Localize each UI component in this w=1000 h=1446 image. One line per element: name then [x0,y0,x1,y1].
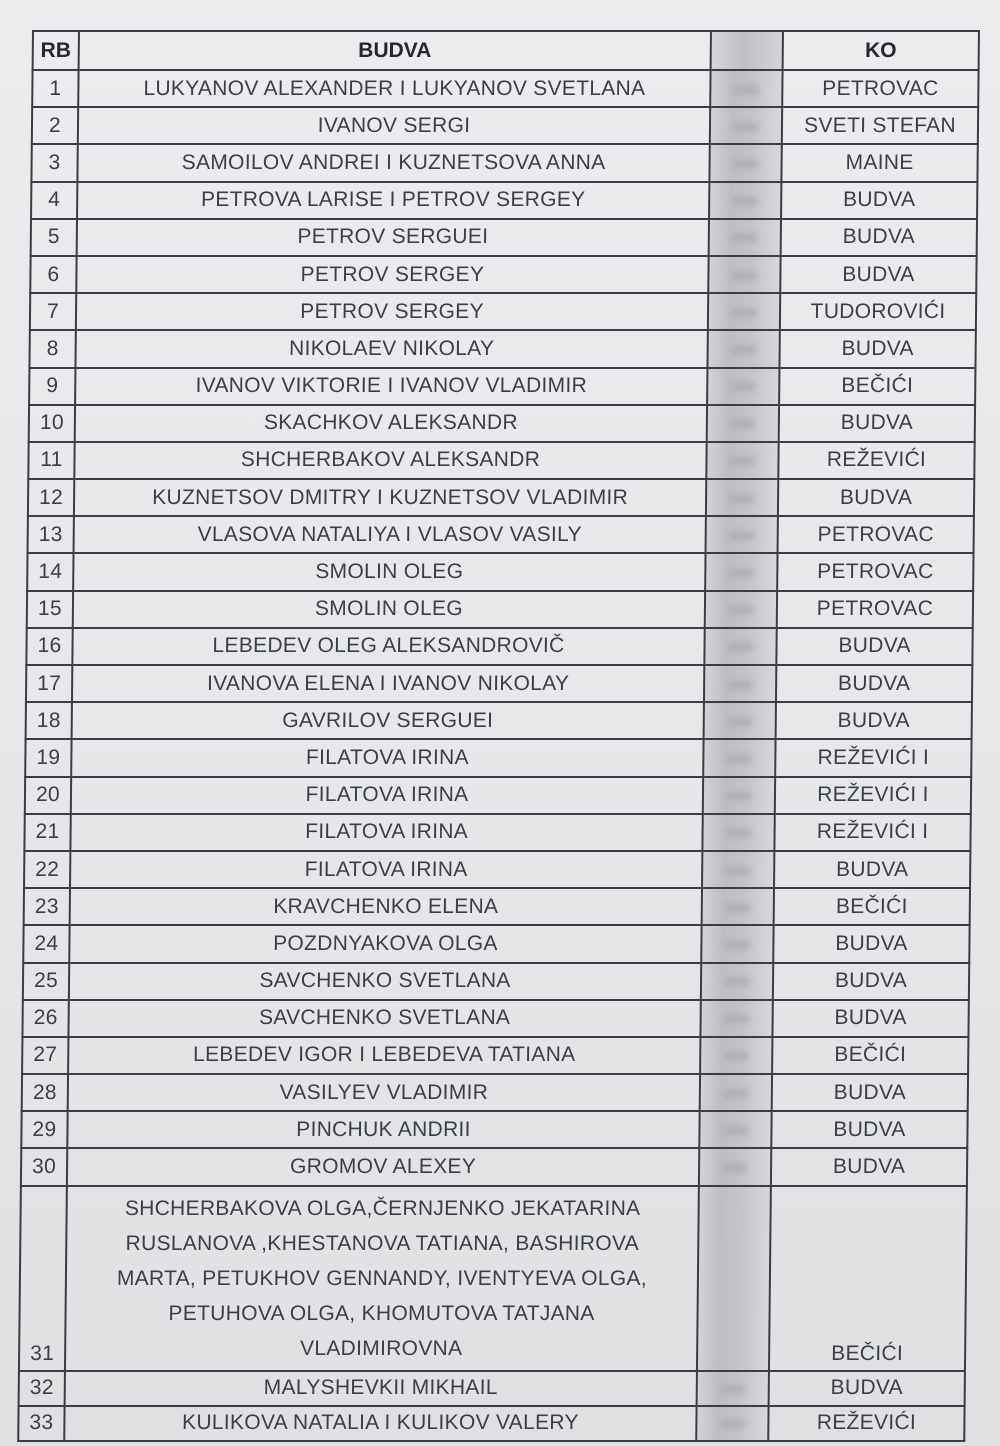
row-number: 30 [21,1148,67,1185]
owner-name-line: RUSLANOVA ,KHESTANOVA TATIANA, BASHIROVA [125,1231,640,1255]
row-number: 6 [30,256,76,293]
row-number: 25 [23,963,69,1000]
blurred-value [733,122,759,132]
cadastral-municipality: BUDVA [776,628,972,665]
blurred-value [722,1126,748,1136]
blurred-value [731,308,757,318]
owner-name-line: VLADIMIROVNA [299,1336,463,1360]
redacted-cell [702,851,774,888]
row-number: 27 [22,1037,68,1074]
table-row [29,368,975,405]
cadastral-municipality: PETROVAC [782,70,978,107]
redacted-cell [707,405,779,442]
redacted-cell [701,963,773,1000]
owner-name: LUKYANOV ALEXANDER I LUKYANOV SVETLANA [78,70,710,107]
cadastral-municipality: PETROVAC [777,591,973,628]
table-row [28,442,974,479]
table-row [24,888,970,925]
table-row [30,256,976,293]
owner-name: SHCHERBAKOV ALEKSANDR [74,442,706,479]
header-budva: BUDVA [79,31,711,70]
redacted-cell [703,777,775,814]
cadastral-municipality: REŽEVIĆI I [775,777,971,814]
redacted-cell [708,256,780,293]
cadastral-municipality: BUDVA [769,1371,965,1406]
table-row [31,182,977,219]
table-row-multi [19,1186,967,1371]
redacted-cell [700,1074,772,1111]
row-number: 5 [31,219,77,256]
row-number: 24 [23,925,69,962]
redacted-cell [705,553,777,590]
blurred-value [725,866,751,876]
blurred-value [722,1163,748,1173]
row-number: 21 [24,814,70,851]
cadastral-municipality: MAINE [781,144,977,181]
cadastral-municipality: PETROVAC [777,553,973,590]
row-number: 1 [32,70,78,107]
redacted-cell [697,1371,769,1406]
ownership-table [17,30,980,1442]
owner-name: SMOLIN OLEG [73,553,705,590]
row-number: 12 [28,479,74,516]
table-row [26,665,972,702]
owner-name: NIKOLAEV NIKOLAY [75,330,707,367]
row-number: 11 [28,442,74,479]
cadastral-municipality: BUDVA [781,219,977,256]
owner-name: POZDNYAKOVA OLGA [69,925,701,962]
owner-name: SAVCHENKO SVETLANA [69,963,701,1000]
owner-name: PETROVA LARISE I PETROV SERGEY [77,182,709,219]
cadastral-municipality: BUDVA [771,1111,967,1148]
owner-name: SAMOILOV ANDREI I KUZNETSOVA ANNA [77,144,709,181]
redacted-cell [707,368,779,405]
owner-name-line: MARTA, PETUKHOV GENNANDY, IVENTYEVA OLGA, [116,1266,648,1290]
blurred-value [726,828,752,838]
cadastral-municipality: BUDVA [779,405,975,442]
blurred-value [731,271,757,281]
blurred-value [727,642,753,652]
owner-name: FILATOVA IRINA [71,777,703,814]
header-ko: KO [783,31,979,70]
blurred-value [726,754,752,764]
blurred-value [727,717,753,727]
blurred-value [733,85,759,95]
table-row [30,293,976,330]
row-number: 9 [29,368,75,405]
owner-name: PETROV SERGUEI [77,219,709,256]
table-row [32,70,978,107]
row-number: 17 [26,665,72,702]
table-row [27,591,973,628]
redacted-cell [706,442,778,479]
blurred-value [729,494,755,504]
cadastral-municipality: REŽEVIĆI [778,442,974,479]
cadastral-municipality: BUDVA [771,1148,967,1185]
redacted-cell [699,1111,771,1148]
cadastral-municipality: SVETI STEFAN [782,107,978,144]
row-number: 23 [24,888,70,925]
cadastral-municipality: TUDOROVIĆI [780,293,976,330]
owner-name: VLASOVA NATALIYA I VLASOV VASILY [74,516,706,553]
row-number: 13 [28,516,74,553]
cadastral-municipality: BUDVA [772,1074,968,1111]
owner-name: SAVCHENKO SVETLANA [68,1000,700,1037]
owner-name: IVANOV SERGI [78,107,710,144]
redacted-cell [706,479,778,516]
table-row [31,219,977,256]
header-rb: RB [33,31,79,70]
cadastral-municipality: REŽEVIĆI [768,1406,964,1441]
blurred-value [724,940,750,950]
redacted-cell [704,628,776,665]
row-number: 22 [24,851,70,888]
row-number: 33 [18,1406,64,1441]
row-number: 15 [27,591,73,628]
owner-name: SKACHKOV ALEKSANDR [75,405,707,442]
owner-name: FILATOVA IRINA [70,814,702,851]
blurred-value [730,419,756,429]
cadastral-municipality: BUDVA [778,479,974,516]
table-row [29,405,975,442]
cadastral-municipality: BUDVA [780,256,976,293]
cadastral-municipality: BUDVA [774,851,970,888]
redacted-cell [697,1186,771,1371]
cadastral-municipality: BUDVA [773,963,969,1000]
cadastral-municipality: BUDVA [773,925,969,962]
row-number: 20 [25,777,71,814]
blurred-value [724,977,750,987]
owner-name: MALYSHEVKII MIKHAIL [65,1371,697,1406]
redacted-cell [702,814,774,851]
redacted-cell [700,1037,772,1074]
redacted-cell [706,516,778,553]
owner-name: LEBEDEV IGOR I LEBEDEVA TATIANA [68,1037,700,1074]
redacted-cell [708,293,780,330]
row-number: 3 [31,144,77,181]
table-row [32,107,978,144]
redacted-cell [699,1148,771,1185]
redacted-cell [703,739,775,776]
blurred-value [723,1051,749,1061]
owner-name: PINCHUK ANDRII [67,1111,699,1148]
row-number: 4 [31,182,77,219]
owner-name: KUZNETSOV DMITRY I KUZNETSOV VLADIMIR [74,479,706,516]
row-number: 31 [19,1186,67,1371]
row-number: 32 [19,1371,65,1406]
table-row [25,739,971,776]
blurred-value [728,568,754,578]
owner-name: PETROV SERGEY [76,293,708,330]
blurred-value [726,791,752,801]
cadastral-municipality: REŽEVIĆI I [775,739,971,776]
row-number: 10 [29,405,75,442]
blurred-value [728,605,754,615]
row-number: 14 [27,553,73,590]
table-row [22,1037,968,1074]
row-number: 19 [25,739,71,776]
table-row [24,851,970,888]
owner-name: GAVRILOV SERGUEI [72,702,704,739]
owner-name: KRAVCHENKO ELENA [70,888,702,925]
row-number: 29 [21,1111,67,1148]
redacted-column-header [711,31,783,70]
table-row [26,628,972,665]
blurred-value [732,196,758,206]
table-row [29,330,975,367]
table-row [27,553,973,590]
owner-name: IVANOVA ELENA I IVANOV NIKOLAY [72,665,704,702]
table-row [23,925,969,962]
redacted-cell [709,219,781,256]
table-body [18,70,978,1441]
redacted-cell [705,591,777,628]
blurred-value [724,1014,750,1024]
table-row [22,1000,968,1037]
redacted-cell [704,702,776,739]
row-number: 16 [26,628,72,665]
table-row [31,144,977,181]
redacted-cell [700,1000,772,1037]
row-number: 18 [26,702,72,739]
row-number: 8 [29,330,75,367]
cadastral-municipality: BUDVA [772,1000,968,1037]
row-number: 7 [30,293,76,330]
owner-name: KULIKOVA NATALIA I KULIKOV VALERY [64,1406,696,1441]
redacted-cell [710,70,782,107]
redacted-cell [707,330,779,367]
cadastral-municipality: REŽEVIĆI I [774,814,970,851]
table-row [24,814,970,851]
table-row [28,516,974,553]
redacted-cell [709,144,781,181]
redacted-cell [702,888,774,925]
owner-names-multi [65,1186,699,1371]
table-row [21,1148,967,1185]
blurred-value [729,456,755,466]
redacted-cell [710,107,782,144]
blurred-value [733,159,759,169]
row-number: 26 [22,1000,68,1037]
blurred-value [719,1419,745,1429]
redacted-cell [704,665,776,702]
blurred-value [723,1089,749,1099]
blurred-value [729,531,755,541]
table-row [23,963,969,1000]
cadastral-municipality: BUDVA [779,330,975,367]
blurred-value [731,345,757,355]
blurred-value [720,1384,746,1394]
cadastral-municipality: BUDVA [781,182,977,219]
owner-name: FILATOVA IRINA [71,739,703,776]
row-number: 28 [22,1074,68,1111]
redacted-cell [701,925,773,962]
blurred-value [730,382,756,392]
owner-name: GROMOV ALEXEY [67,1148,699,1185]
row-number: 2 [32,107,78,144]
cadastral-municipality: BEČIĆI [772,1037,968,1074]
owner-name: VASILYEV VLADIMIR [68,1074,700,1111]
owner-name: PETROV SERGEY [76,256,708,293]
cadastral-municipality: BEČIĆI [779,368,975,405]
cadastral-municipality: PETROVAC [778,516,974,553]
table-row [22,1074,968,1111]
owner-name: LEBEDEV OLEG ALEKSANDROVIČ [72,628,704,665]
owner-name-line: SHCHERBAKOVA OLGA,ČERNJENKO JEKATARINA [124,1196,641,1220]
redacted-cell [709,182,781,219]
redacted-cell [696,1406,768,1441]
cadastral-municipality: BUDVA [776,702,972,739]
table-row [28,479,974,516]
header-row [33,31,979,70]
owner-name-line: PETUHOVA OLGA, KHOMUTOVA TATJANA [168,1301,595,1325]
owner-name: FILATOVA IRINA [70,851,702,888]
table-row [25,777,971,814]
blurred-value [732,233,758,243]
owner-name: IVANOV VIKTORIE I IVANOV VLADIMIR [75,368,707,405]
cadastral-municipality: BEČIĆI [769,1186,967,1371]
table-row [21,1111,967,1148]
table-row [18,1406,964,1441]
cadastral-municipality: BEČIĆI [774,888,970,925]
blurred-value [725,903,751,913]
table-row [19,1371,965,1406]
table-row [26,702,972,739]
cadastral-municipality: BUDVA [776,665,972,702]
owner-name: SMOLIN OLEG [73,591,705,628]
blurred-value [727,680,753,690]
